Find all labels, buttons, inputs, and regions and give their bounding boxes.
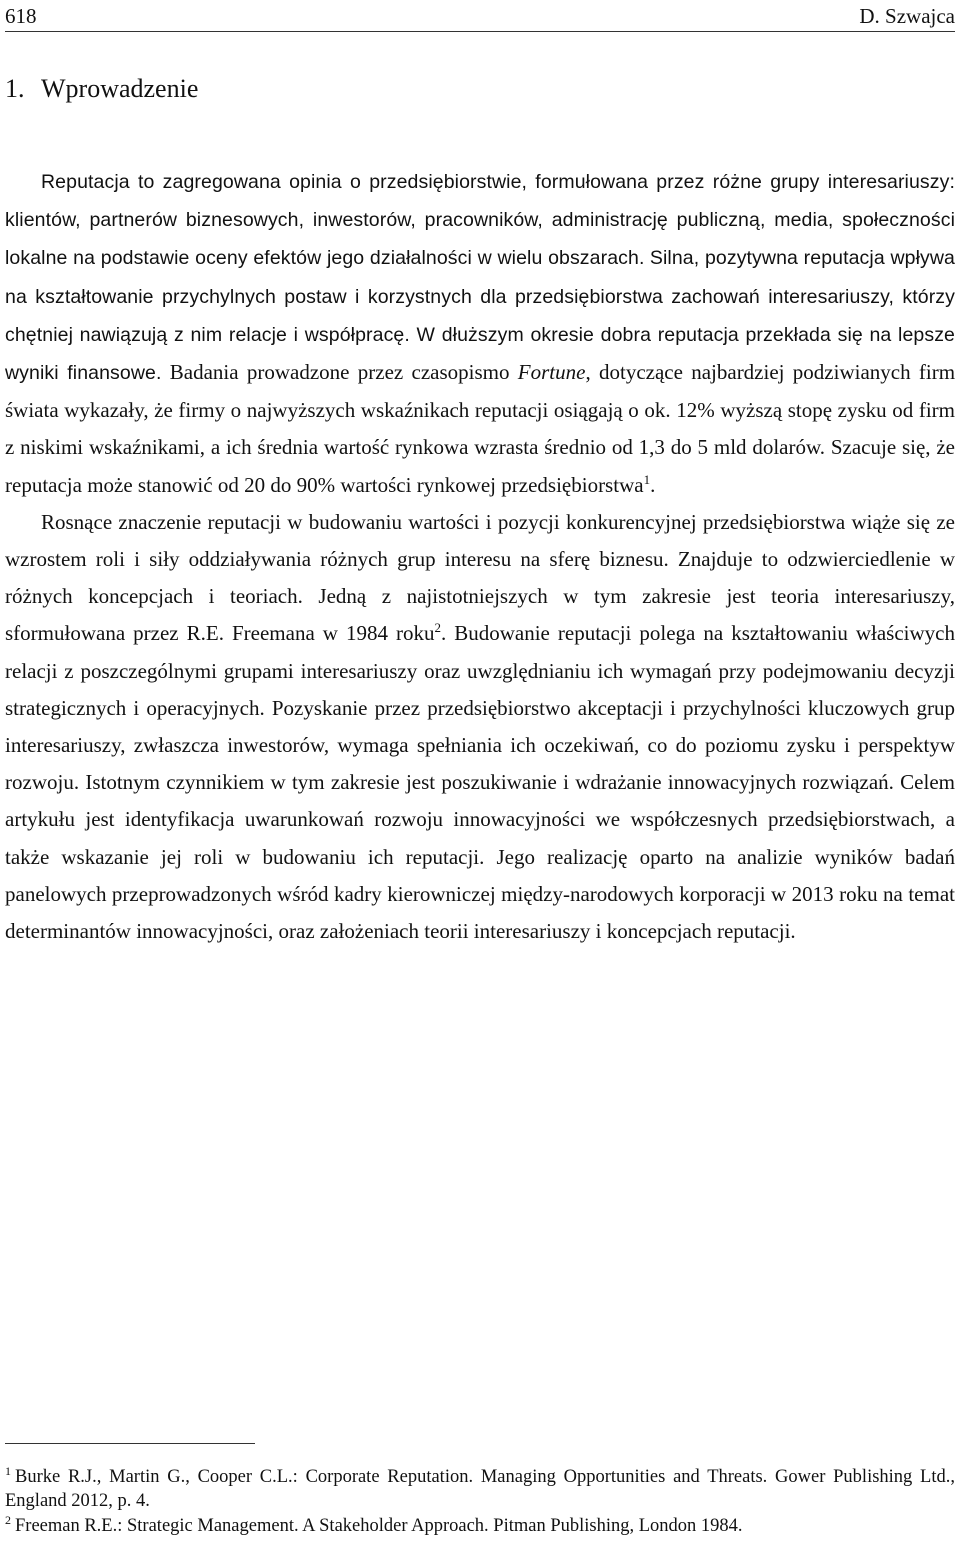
footnote-ref-2[interactable]: 2	[434, 620, 441, 636]
paragraph-1-sentence-1: Reputacja to zagregowana opinia o przedsiębiorstwie, formułowana przez różne grupy interesariuszy: klientów, partnerów biznesowych, inwestorów, pracowników, administrację publiczną, media, społeczności lokalne na podstawie oceny efektów jego działalności w wielu obszarach.	[5, 171, 955, 270]
footnote-2-text: Freeman R.E.: Strategic Management. A Stakeholder Approach. Pitman Publishing, London 1984.	[15, 1516, 743, 1536]
paragraph-2-text-a: Rosnące znaczenie reputacji w budowaniu wartości i pozycji konkurencyjnej przedsiębiorstwa wiąże się ze wzrostem roli i siły oddziaływania różnych grup interesu na sferę biznesu. Znajduje to odzwierciedlenie w różnych koncepcjach i teoriach. Jedną z najistotniejszych w tym zakresie jest teoria interesariuszy, sformułowana przez R.E. Freemana w 1984 roku	[5, 509, 955, 646]
running-head	[5, 2, 955, 30]
running-head-author: D. Szwajca	[859, 4, 955, 28]
journal-title-italic: Fortune	[517, 360, 586, 385]
section-number: 1.	[5, 74, 25, 103]
body-text	[5, 163, 955, 950]
footnotes	[5, 1466, 955, 1541]
footnote-2-number: 2	[5, 1513, 11, 1527]
paragraph-2	[5, 504, 955, 950]
paragraph-1-sentence-2: Silna, pozytywna reputacja wpływa na kształtowanie przychylnych postaw i korzystnych dla przedsiębiorstwa zachowań interesariuszy, którzy chętniej nawiązują z nim relacje i współpracę. W dłuższym okresie dobra reputacja przekłada się na lepsze wyniki finansowe.	[5, 247, 956, 385]
footnote-1	[5, 1466, 955, 1513]
paragraph-1-end: .	[650, 472, 656, 497]
footnote-rule	[5, 1443, 255, 1444]
section-title: Wprowadzenie	[41, 74, 199, 103]
header-rule	[5, 31, 955, 32]
paragraph-1-text-before-italic: Badania prowadzone przez czasopismo	[169, 360, 518, 385]
paragraph-1	[5, 163, 955, 504]
footnote-1-number: 1	[5, 1464, 11, 1478]
paragraph-2-text-b: . Budowanie reputacji polega na kształtowaniu właściwych relacji z poszczególnymi grupami interesariuszy oraz uwzględnianiu ich wymagań przy podejmowaniu decyzji strategicznych i operacyjnych. Pozyskanie przez przedsiębiorstwo akceptacji i przychylności kluczowych grup interesariuszy, zwłaszcza inwestorów, wymaga spełniania ich oczekiwań, co do poziomu zysku i perspektyw rozwoju. Istotnym czynnikiem w tym zakresie jest poszukiwanie i wdrażanie innowacyjnych rozwiązań. Celem artykułu jest identyfikacja uwarunkowań rozwoju innowacyjności we współczesnych przedsiębiorstwach, a także wskazanie jej roli w budowaniu ich reputacji. Jego realizację oparto na analizie wyników badań panelowych przeprowadzonych wśród kadry kierowniczej między-narodowych korporacji w 2013 roku na temat determinantów innowacyjności, oraz założeniach teorii interesariuszy i koncepcjach reputacji.	[5, 621, 955, 944]
footnote-1-text: Burke R.J., Martin G., Cooper C.L.: Corporate Reputation. Managing Opportunities and Threats. Gower Publishing Ltd., England 2012, p. 4.	[5, 1467, 955, 1511]
footnote-ref-1[interactable]: 1	[643, 471, 651, 487]
paragraph-1-text-after-italic: , dotyczące najbardziej podziwianych firm świata wykazały, że firmy o najwyższych wskaźnikach reputacji osiągają o ok. 12% wyższą stopę zysku od firm z niskimi wskaźnikami, a ich średnia wartość rynkowa wzrasta średnio od 1,3 do 5 mld dolarów. Szacuje się, że reputacja może stanowić od 20 do 90% wartości rynkowej przedsiębiorstwa	[5, 360, 956, 497]
footnote-2	[5, 1515, 955, 1539]
page-number: 618	[5, 4, 37, 28]
section-heading	[5, 70, 198, 108]
